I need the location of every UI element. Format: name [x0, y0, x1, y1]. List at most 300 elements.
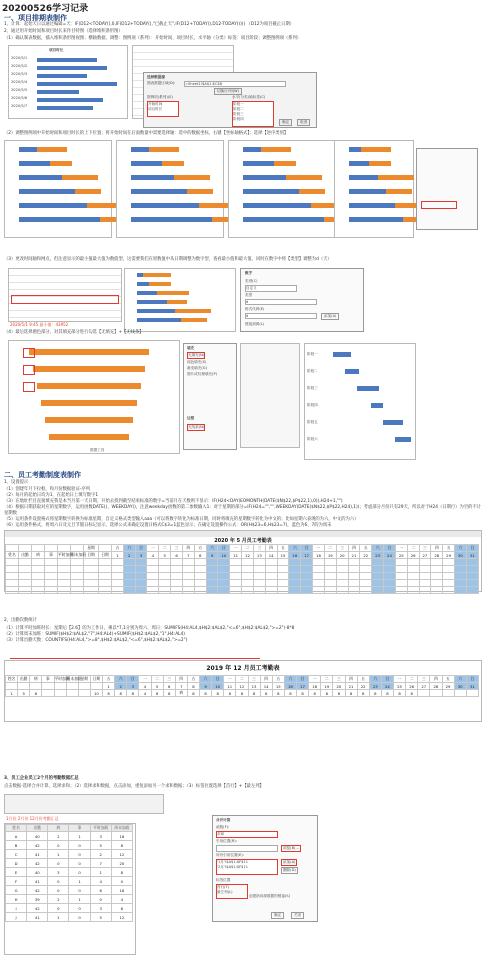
grid-cell[interactable] [19, 587, 32, 594]
grid-cell[interactable] [45, 587, 58, 594]
grid-cell[interactable] [135, 573, 147, 580]
no-fill-radio[interactable]: 无填充(N) [188, 353, 205, 357]
grid-cell[interactable] [206, 559, 218, 566]
grid-cell[interactable] [277, 559, 289, 566]
grid-cell[interactable] [372, 573, 384, 580]
grid-cell[interactable] [336, 566, 348, 573]
table-cell[interactable]: 0 [69, 868, 90, 877]
grid-cell[interactable] [112, 559, 124, 566]
grid-cell[interactable] [407, 573, 419, 580]
grid-cell[interactable] [99, 580, 112, 587]
grid-cell[interactable] [182, 573, 194, 580]
grid-cell[interactable] [313, 587, 325, 594]
grid-cell[interactable] [407, 566, 419, 573]
grid-cell[interactable] [171, 566, 183, 573]
legend-series-list[interactable] [147, 101, 179, 117]
data-cell[interactable]: 8 [248, 690, 260, 697]
grid-cell[interactable] [242, 559, 254, 566]
table-cell[interactable]: 3 [90, 832, 111, 841]
grid-cell[interactable] [6, 580, 19, 587]
table-cell[interactable]: 1 [69, 832, 90, 841]
grid-cell[interactable] [265, 573, 277, 580]
table-cell[interactable]: C [6, 850, 27, 859]
grid-cell[interactable] [99, 587, 112, 594]
data-cell[interactable] [418, 690, 430, 697]
grid-cell[interactable] [466, 587, 478, 594]
grid-cell[interactable] [194, 580, 206, 587]
data-cell[interactable] [430, 690, 442, 697]
grid-cell[interactable] [455, 559, 467, 566]
table-cell[interactable]: 0 [48, 841, 69, 850]
table-cell[interactable]: 7 [90, 859, 111, 868]
ok-button[interactable]: 确定 [279, 119, 292, 126]
grid-cell[interactable] [99, 573, 112, 580]
grid-cell[interactable] [99, 566, 112, 573]
grid-cell[interactable] [360, 580, 372, 587]
grid-cell[interactable] [135, 566, 147, 573]
grid-cell[interactable] [443, 559, 455, 566]
grid-cell[interactable] [159, 566, 171, 573]
table-cell[interactable]: 0 [69, 913, 90, 922]
list-item[interactable]: 阶段四 [233, 117, 244, 121]
reference-input[interactable] [216, 845, 278, 852]
grid-cell[interactable] [84, 559, 99, 566]
table-cell[interactable]: 0 [111, 877, 132, 886]
grid-cell[interactable] [84, 566, 99, 573]
grid-cell[interactable] [372, 587, 384, 594]
table-cell[interactable]: 3 [90, 904, 111, 913]
data-cell[interactable] [466, 690, 478, 697]
grid-cell[interactable] [171, 587, 183, 594]
grid-cell[interactable] [159, 573, 171, 580]
table-cell[interactable]: 12 [111, 850, 132, 859]
data-cell[interactable]: 10 [90, 690, 102, 697]
grid-cell[interactable] [407, 587, 419, 594]
grid-cell[interactable] [395, 587, 407, 594]
grid-cell[interactable] [253, 580, 265, 587]
data-cell[interactable] [442, 690, 454, 697]
grid-cell[interactable] [45, 580, 58, 587]
grid-cell[interactable] [182, 566, 194, 573]
grid-cell[interactable] [218, 587, 230, 594]
table-cell[interactable]: 1 [69, 895, 90, 904]
grid-cell[interactable] [194, 566, 206, 573]
data-cell[interactable]: 5 [18, 690, 30, 697]
grid-cell[interactable] [324, 559, 336, 566]
list-item[interactable]: '1月'!$A$1:$F$11 [217, 860, 249, 864]
data-cell[interactable] [454, 690, 466, 697]
grid-cell[interactable] [431, 580, 443, 587]
grid-cell[interactable] [277, 580, 289, 587]
table-cell[interactable]: 0 [69, 841, 90, 850]
data-cell[interactable]: 8 [151, 690, 163, 697]
data-cell[interactable]: 8 [236, 690, 248, 697]
grid-cell[interactable] [147, 573, 159, 580]
grid-cell[interactable] [182, 559, 194, 566]
data-cell[interactable]: 8 [30, 690, 42, 697]
table-cell[interactable]: 40 [27, 868, 48, 877]
grid-cell[interactable] [218, 580, 230, 587]
table-cell[interactable]: 42 [27, 859, 48, 868]
grid-cell[interactable] [71, 580, 84, 587]
grid-cell[interactable] [71, 573, 84, 580]
table-cell[interactable]: 0 [48, 859, 69, 868]
grid-cell[interactable] [6, 566, 19, 573]
grid-cell[interactable] [348, 559, 360, 566]
table-cell[interactable]: 4 [90, 877, 111, 886]
data-cell[interactable]: 8 [212, 690, 224, 697]
add-button[interactable]: 添加(A) [321, 313, 339, 320]
grid-cell[interactable] [32, 559, 45, 566]
grid-cell[interactable] [289, 587, 301, 594]
grid-cell[interactable] [147, 566, 159, 573]
cancel-button[interactable]: 取消 [297, 119, 310, 126]
grid-cell[interactable] [277, 566, 289, 573]
create-links-checkbox[interactable]: 创建指向源数据的链接(S) [249, 894, 291, 898]
table-cell[interactable]: 12 [111, 913, 132, 922]
grid-cell[interactable] [348, 573, 360, 580]
grid-cell[interactable] [419, 580, 431, 587]
grid-cell[interactable] [265, 559, 277, 566]
grid-cell[interactable] [135, 580, 147, 587]
grid-cell[interactable] [443, 587, 455, 594]
grid-cell[interactable] [84, 573, 99, 580]
grid-cell[interactable] [253, 587, 265, 594]
list-item[interactable]: 阶段二 [233, 107, 244, 111]
grid-cell[interactable] [443, 580, 455, 587]
grid-cell[interactable] [206, 573, 218, 580]
grid-cell[interactable] [336, 587, 348, 594]
grid-cell[interactable] [336, 573, 348, 580]
formula-bar[interactable] [10, 650, 260, 659]
grid-cell[interactable] [6, 559, 19, 566]
grid-cell[interactable] [301, 580, 313, 587]
grid-cell[interactable] [159, 587, 171, 594]
grid-cell[interactable] [455, 573, 467, 580]
data-cell[interactable]: 8 [115, 690, 127, 697]
grid-cell[interactable] [218, 559, 230, 566]
list-item[interactable]: 项目时长 [148, 107, 163, 111]
grid-cell[interactable] [194, 587, 206, 594]
grid-cell[interactable] [360, 587, 372, 594]
table-cell[interactable]: 2 [48, 895, 69, 904]
grid-cell[interactable] [218, 566, 230, 573]
grid-cell[interactable] [466, 573, 478, 580]
grid-cell[interactable] [45, 573, 58, 580]
grid-cell[interactable] [135, 559, 147, 566]
grid-cell[interactable] [147, 587, 159, 594]
grid-cell[interactable] [112, 580, 124, 587]
table-cell[interactable]: F [6, 877, 27, 886]
ok-button[interactable]: 确定 [271, 912, 284, 919]
table-cell[interactable]: 0 [69, 850, 90, 859]
grid-cell[interactable] [206, 587, 218, 594]
grid-cell[interactable] [384, 580, 396, 587]
grid-cell[interactable] [242, 580, 254, 587]
grid-cell[interactable] [32, 566, 45, 573]
grid-cell[interactable] [112, 587, 124, 594]
grid-cell[interactable] [289, 573, 301, 580]
grid-cell[interactable] [206, 566, 218, 573]
grid-cell[interactable] [407, 580, 419, 587]
grid-cell[interactable] [123, 566, 135, 573]
data-cell[interactable]: 8 [224, 690, 236, 697]
grid-cell[interactable] [348, 580, 360, 587]
grid-cell[interactable] [466, 559, 478, 566]
data-cell[interactable]: 8 [272, 690, 284, 697]
list-item[interactable]: '2月'!$A$1:$F$11 [217, 865, 249, 869]
grid-cell[interactable] [289, 566, 301, 573]
grid-cell[interactable] [71, 587, 84, 594]
table-cell[interactable]: 16 [111, 832, 132, 841]
grid-cell[interactable] [253, 566, 265, 573]
grid-cell[interactable] [384, 573, 396, 580]
grid-cell[interactable] [336, 580, 348, 587]
function-select[interactable]: 求和 [216, 831, 278, 838]
picture-fill-radio[interactable]: 图片或纹理填充(P) [187, 372, 218, 376]
data-cell[interactable]: 4 [139, 690, 151, 697]
grid-cell[interactable] [301, 566, 313, 573]
grid-cell[interactable] [58, 559, 71, 566]
grid-cell[interactable] [194, 559, 206, 566]
no-line-radio[interactable]: 无线条(N) [188, 425, 205, 429]
table-cell[interactable]: 0 [48, 886, 69, 895]
data-cell[interactable]: 8 [406, 690, 418, 697]
table-cell[interactable]: 41 [27, 850, 48, 859]
grid-cell[interactable] [32, 573, 45, 580]
references-list[interactable] [216, 859, 278, 875]
data-cell[interactable]: 8 [284, 690, 296, 697]
table-cell[interactable]: 2 [48, 832, 69, 841]
grid-cell[interactable] [45, 566, 58, 573]
data-cell[interactable]: 8 [260, 690, 272, 697]
grid-cell[interactable] [348, 587, 360, 594]
table-cell[interactable]: 39 [27, 895, 48, 904]
data-cell[interactable]: 8 [309, 690, 321, 697]
grid-cell[interactable] [395, 566, 407, 573]
data-cell[interactable]: 8 [200, 690, 212, 697]
switch-row-col-button[interactable]: 切换行/列(W) [214, 88, 242, 95]
data-cell[interactable]: 8 [321, 690, 333, 697]
grid-cell[interactable] [431, 566, 443, 573]
grid-cell[interactable] [431, 559, 443, 566]
grid-cell[interactable] [419, 566, 431, 573]
table-cell[interactable]: 1 [48, 913, 69, 922]
grid-cell[interactable] [384, 559, 396, 566]
table-cell[interactable]: 41 [27, 913, 48, 922]
grid-cell[interactable] [123, 559, 135, 566]
table-cell[interactable]: 40 [27, 832, 48, 841]
table-cell[interactable]: D [6, 859, 27, 868]
grid-cell[interactable] [313, 573, 325, 580]
grid-cell[interactable] [6, 573, 19, 580]
grid-cell[interactable] [19, 566, 32, 573]
table-cell[interactable]: 3 [48, 868, 69, 877]
grid-cell[interactable] [289, 580, 301, 587]
data-cell[interactable] [78, 690, 90, 697]
grid-cell[interactable] [218, 573, 230, 580]
data-cell[interactable] [66, 690, 78, 697]
link-source-checkbox[interactable]: 链接到源(L) [245, 322, 265, 326]
grid-cell[interactable] [84, 580, 99, 587]
grid-cell[interactable] [265, 587, 277, 594]
data-cell[interactable]: 8 [187, 690, 199, 697]
solid-fill-radio[interactable]: 纯色填充(S) [187, 360, 207, 364]
table-cell[interactable]: 8 [111, 841, 132, 850]
data-cell[interactable]: 8 [297, 690, 309, 697]
grid-cell[interactable] [135, 587, 147, 594]
list-item[interactable]: 阶段三 [233, 112, 244, 116]
grid-cell[interactable] [431, 573, 443, 580]
grid-cell[interactable] [71, 566, 84, 573]
grid-cell[interactable] [230, 573, 242, 580]
grid-cell[interactable] [112, 573, 124, 580]
grid-cell[interactable] [324, 587, 336, 594]
grid-cell[interactable] [159, 559, 171, 566]
code-input[interactable]: d [245, 313, 317, 319]
grid-cell[interactable] [45, 559, 58, 566]
grid-cell[interactable] [58, 573, 71, 580]
type-input[interactable]: d [245, 299, 317, 305]
grid-cell[interactable] [289, 559, 301, 566]
grid-cell[interactable] [242, 587, 254, 594]
table-cell[interactable]: 2 [90, 850, 111, 859]
grid-cell[interactable] [253, 573, 265, 580]
grid-cell[interactable] [384, 587, 396, 594]
grid-cell[interactable] [372, 566, 384, 573]
grid-cell[interactable] [360, 559, 372, 566]
grid-cell[interactable] [19, 559, 32, 566]
axis-labels-list[interactable] [232, 101, 274, 127]
grid-cell[interactable] [301, 559, 313, 566]
grid-cell[interactable] [242, 573, 254, 580]
data-cell[interactable]: 病 [175, 690, 187, 697]
grid-cell[interactable] [171, 559, 183, 566]
data-cell[interactable]: 8 [103, 690, 115, 697]
grid-cell[interactable] [455, 587, 467, 594]
grid-cell[interactable] [123, 580, 135, 587]
top-row-checkbox[interactable]: 首行(T) [217, 885, 230, 889]
grid-cell[interactable] [395, 559, 407, 566]
grid-cell[interactable] [372, 580, 384, 587]
grid-cell[interactable] [313, 566, 325, 573]
grid-cell[interactable] [253, 559, 265, 566]
gradient-fill-radio[interactable]: 渐变填充(G) [187, 366, 207, 370]
category-select[interactable]: 自定义 [245, 285, 297, 292]
grid-cell[interactable] [324, 566, 336, 573]
table-cell[interactable]: E [6, 868, 27, 877]
grid-cell[interactable] [466, 580, 478, 587]
table-cell[interactable]: 8 [111, 868, 132, 877]
browse-button[interactable]: 浏览(B)... [283, 846, 299, 850]
grid-cell[interactable] [58, 580, 71, 587]
grid-cell[interactable] [431, 587, 443, 594]
grid-cell[interactable] [455, 566, 467, 573]
grid-cell[interactable] [324, 573, 336, 580]
grid-cell[interactable] [123, 573, 135, 580]
add-button[interactable]: 添加(A) [283, 860, 296, 864]
grid-cell[interactable] [265, 566, 277, 573]
grid-cell[interactable] [19, 580, 32, 587]
table-cell[interactable]: 5 [90, 841, 111, 850]
grid-cell[interactable] [395, 573, 407, 580]
table-cell[interactable]: 1 [48, 850, 69, 859]
grid-cell[interactable] [313, 559, 325, 566]
left-column-checkbox[interactable]: 最左列(L) [217, 890, 233, 894]
grid-cell[interactable] [171, 580, 183, 587]
data-cell[interactable]: 1 [6, 690, 18, 697]
table-cell[interactable]: 0 [69, 886, 90, 895]
table-cell[interactable]: 1 [69, 877, 90, 886]
grid-cell[interactable] [230, 559, 242, 566]
grid-cell[interactable] [301, 587, 313, 594]
table-cell[interactable]: A [6, 832, 27, 841]
grid-cell[interactable] [277, 573, 289, 580]
grid-cell[interactable] [407, 559, 419, 566]
table-cell[interactable]: 1 [90, 868, 111, 877]
grid-cell[interactable] [159, 580, 171, 587]
table-cell[interactable]: 41 [27, 877, 48, 886]
grid-cell[interactable] [443, 573, 455, 580]
grid-cell[interactable] [324, 580, 336, 587]
grid-cell[interactable] [19, 573, 32, 580]
grid-cell[interactable] [147, 580, 159, 587]
grid-cell[interactable] [443, 566, 455, 573]
grid-cell[interactable] [32, 587, 45, 594]
close-button[interactable]: 关闭 [291, 912, 304, 919]
grid-cell[interactable] [194, 573, 206, 580]
table-cell[interactable]: B [6, 841, 27, 850]
grid-cell[interactable] [466, 566, 478, 573]
table-cell[interactable]: G [6, 886, 27, 895]
grid-cell[interactable] [32, 580, 45, 587]
grid-cell[interactable] [84, 587, 99, 594]
grid-cell[interactable] [360, 573, 372, 580]
data-cell[interactable] [42, 690, 54, 697]
grid-cell[interactable] [206, 580, 218, 587]
table-cell[interactable]: 8 [111, 904, 132, 913]
table-cell[interactable]: 20 [111, 859, 132, 868]
table-cell[interactable]: 4 [111, 895, 132, 904]
grid-cell[interactable] [58, 587, 71, 594]
grid-cell[interactable] [230, 566, 242, 573]
grid-cell[interactable] [419, 587, 431, 594]
grid-cell[interactable] [242, 566, 254, 573]
table-cell[interactable]: 5 [90, 913, 111, 922]
table-cell[interactable]: 0 [69, 859, 90, 868]
grid-cell[interactable] [395, 580, 407, 587]
grid-cell[interactable] [455, 580, 467, 587]
grid-cell[interactable] [384, 566, 396, 573]
grid-cell[interactable] [112, 566, 124, 573]
grid-cell[interactable] [171, 573, 183, 580]
data-cell[interactable]: 8 [394, 690, 406, 697]
table-cell[interactable]: 16 [111, 886, 132, 895]
data-cell[interactable] [54, 690, 66, 697]
delete-button[interactable]: 删除(D) [283, 868, 296, 872]
table-cell[interactable]: 42 [27, 841, 48, 850]
grid-cell[interactable] [99, 559, 112, 566]
table-cell[interactable]: 42 [27, 886, 48, 895]
data-cell[interactable]: 8 [381, 690, 393, 697]
data-cell[interactable]: 8 [345, 690, 357, 697]
data-cell[interactable]: 8 [369, 690, 381, 697]
grid-cell[interactable] [336, 559, 348, 566]
grid-cell[interactable] [265, 580, 277, 587]
grid-cell[interactable] [71, 559, 84, 566]
grid-cell[interactable] [182, 587, 194, 594]
data-cell[interactable]: 8 [163, 690, 175, 697]
